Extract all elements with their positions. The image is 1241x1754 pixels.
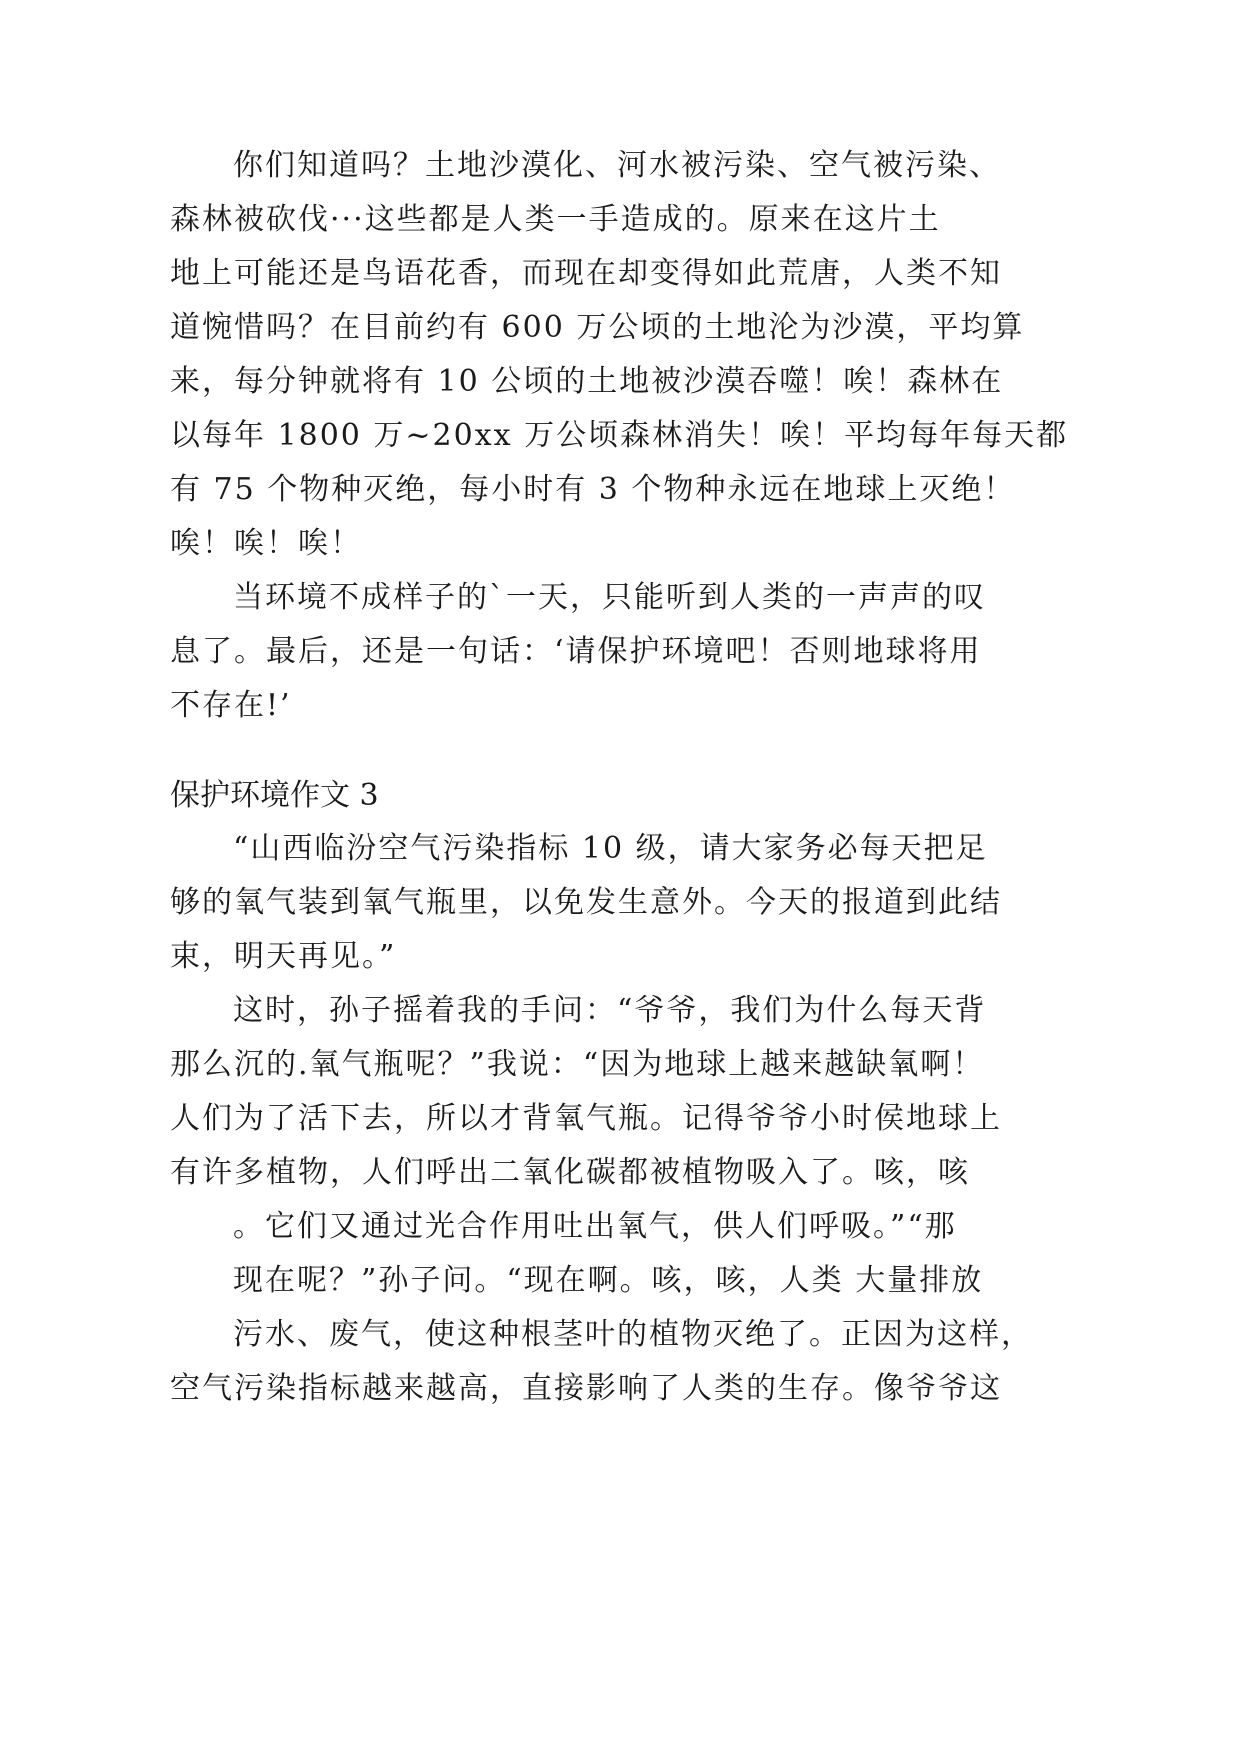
paragraph-1-line-8: 唉！唉！唉！ [170, 526, 362, 561]
paragraph-4-line-4: 有许多植物，人们呼出二氧化碳都被植物吸入了。咳，咳 [170, 1155, 970, 1190]
paragraph-1-line-7: 有 75 个物种灭绝，每小时有 3 个物种永远在地球上灭绝！ [170, 472, 1016, 507]
paragraph-2-line-2: 息了。最后，还是一句话：‘请保护环境吧！否则地球将用 [170, 634, 982, 669]
paragraph-4-line-2: 那么沉的.氧气瓶呢？”我说：“因为地球上越来越缺氧啊！ [170, 1047, 985, 1082]
paragraph-2-line-1: 当环境不成样子的`一天，只能听到人类的一声声的叹 [233, 580, 986, 615]
paragraph-1-line-4: 道惋惜吗？在目前约有 600 万公顷的土地沦为沙漠，平均算 [170, 310, 1025, 345]
paragraph-3-line-1: “山西临汾空气污染指标 10 级，请大家务必每天把足 [233, 831, 988, 866]
paragraph-3-line-2: 够的氧气装到氧气瓶里，以免发生意外。今天的报道到此结 [170, 885, 1002, 920]
paragraph-4-line-5: 。它们又通过光合作用吐出氧气，供人们呼吸。”“那 [233, 1209, 957, 1244]
paragraph-4-line-1: 这时，孙子摇着我的手问：“爷爷，我们为什么每天背 [233, 993, 987, 1028]
paragraph-4-line-8: 空气污染指标越来越高，直接影响了人类的生存。像爷爷这 [170, 1371, 1002, 1406]
paragraph-1-line-3: 地上可能还是鸟语花香，而现在却变得如此荒唐，人类不知 [170, 256, 1002, 291]
paragraph-1-line-6: 以每年 1800 万~20xx 万公顷森林消失！唉！平均每年每天都 [170, 418, 1069, 453]
paragraph-1-line-5: 来，每分钟就将有 10 公顷的土地被沙漠吞噬！唉！森林在 [170, 364, 1004, 399]
paragraph-1-line-1: 你们知道吗？土地沙漠化、河水被污染、空气被污染、 [233, 148, 1001, 183]
paragraph-2-line-3: 不存在!’ [170, 688, 292, 723]
paragraph-4-line-6: 现在呢？”孙子问。“现在啊。咳，咳，人类 大量排放 [233, 1263, 984, 1298]
paragraph-3-line-3: 束，明天再见。” [170, 939, 397, 974]
paragraph-4-line-3: 人们为了活下去，所以才背氧气瓶。记得爷爷小时侯地球上 [170, 1101, 1002, 1136]
paragraph-4-line-7: 污水、废气，使这种根茎叶的植物灭绝了。正因为这样， [233, 1317, 1033, 1352]
section-title: 保护环境作文 3 [170, 778, 379, 813]
paragraph-1-line-2: 森林被砍伐···这些都是人类一手造成的。原来在这片土 [170, 202, 941, 237]
